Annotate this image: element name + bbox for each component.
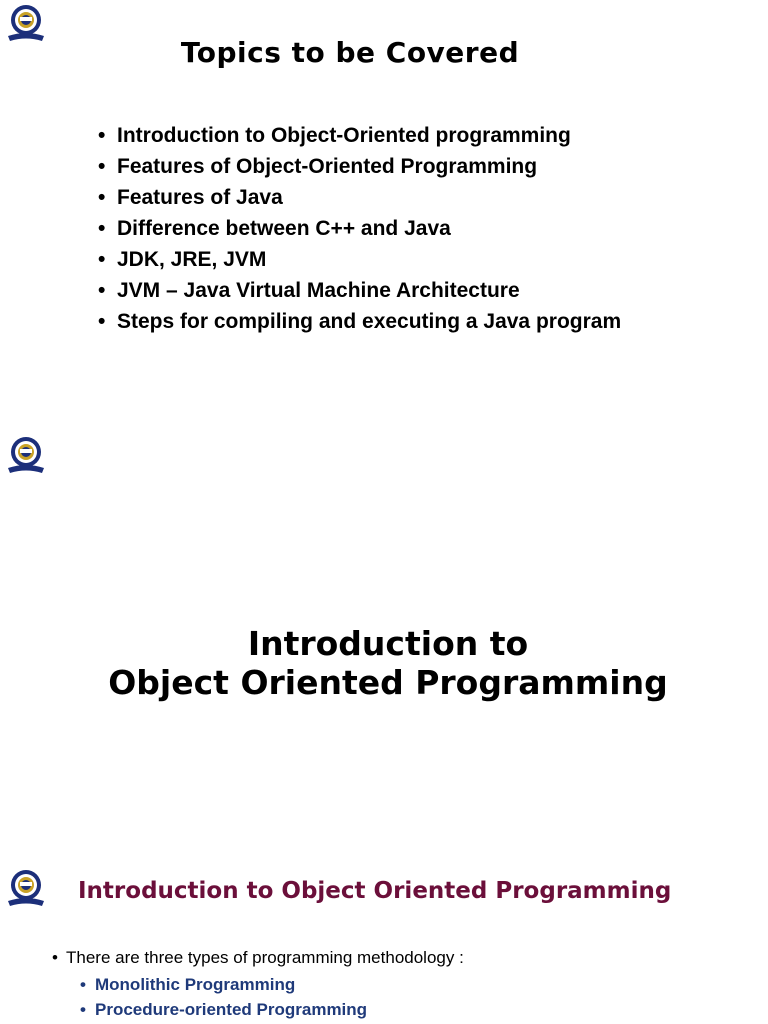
topic-list (98, 120, 621, 337)
section-title-line-2: Object Oriented Programming (108, 663, 668, 702)
section-title (0, 624, 768, 702)
bullet-icon: • (98, 248, 106, 271)
list-item: • JVM – Java Virtual Machine Architecture (98, 275, 621, 306)
bullet-icon: • (98, 124, 106, 147)
methodology-list (80, 972, 367, 1022)
list-item: • Introduction to Object-Oriented programming (98, 120, 621, 151)
list-item: • Monolithic Programming (80, 972, 367, 997)
bullet-icon: • (98, 186, 106, 209)
slide-title-oop: Introduction to Object Oriented Programming (78, 878, 672, 904)
bullet-icon: • (80, 1000, 86, 1019)
intro-bullet: • There are three types of programming methodology : (52, 948, 464, 967)
university-seal-icon (4, 434, 48, 476)
list-item: • Difference between C++ and Java (98, 213, 621, 244)
bullet-icon: • (98, 155, 106, 178)
list-item: • Features of Object-Oriented Programming (98, 151, 621, 182)
bullet-icon: • (80, 975, 86, 994)
bullet-icon: • (98, 217, 106, 240)
university-seal-icon (4, 867, 48, 909)
bullet-icon: • (98, 279, 106, 302)
bullet-icon: • (52, 948, 58, 967)
bullet-icon: • (98, 310, 106, 333)
section-title-line-1: Introduction to (247, 624, 529, 663)
list-item: • JDK, JRE, JVM (98, 244, 621, 275)
list-item: • Steps for compiling and executing a Java program (98, 306, 621, 337)
list-item: • Features of Java (98, 182, 621, 213)
slide-title-topics: Topics to be Covered (180, 36, 520, 69)
list-item: • Procedure-oriented Programming (80, 997, 367, 1022)
